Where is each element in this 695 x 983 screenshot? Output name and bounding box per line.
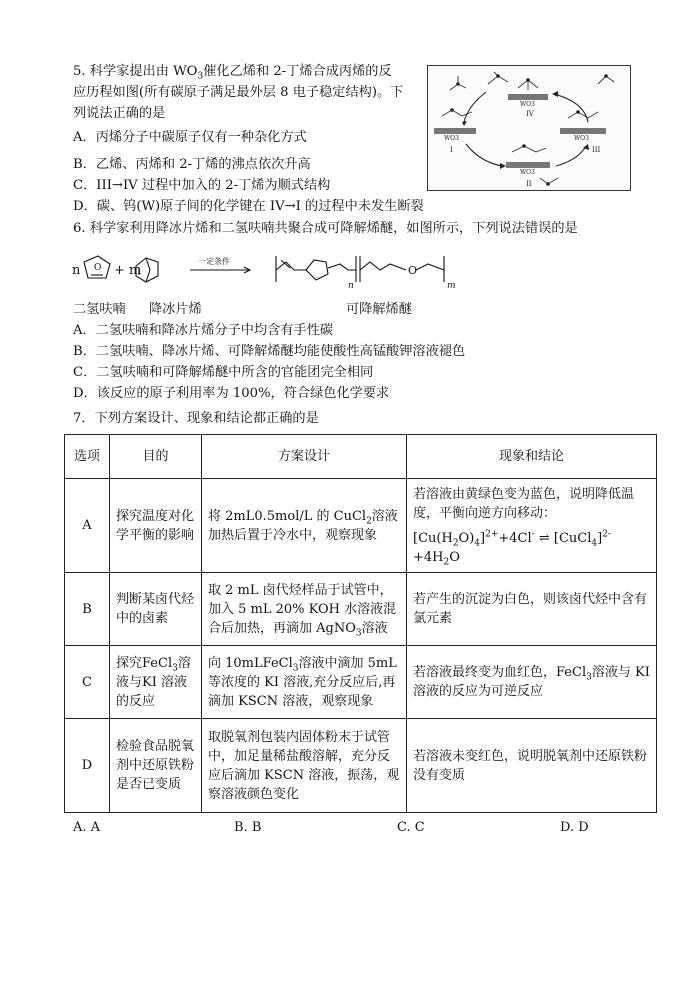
label-norbornene: 降冰片烯 [149,302,202,317]
q5-option-d: D．碳、钨(W)原子间的化学键在 IV→I 的过程中未发生断裂 [73,199,424,214]
row-purpose: 探究FeCl$_3$溶液与KI 溶液的反应 [110,646,202,719]
row-result: 若产生的沉淀为白色，则该卤代烃中含有氯元素 [407,573,657,646]
svg-text:一定条件: 一定条件 [198,257,230,266]
header-result: 现象和结论 [407,435,657,479]
q7-choice-c: C. C [397,820,425,835]
q5-option-a: A．丙烯分子中碳原子仅有一种杂化方式 [73,130,307,145]
row-option: B [65,573,110,646]
svg-text:O: O [408,264,418,277]
svg-text:WO3: WO3 [520,101,535,108]
q5-option-c: C．III→IV 过程中加入的 2-丁烯为顺式结构 [73,178,331,193]
catalytic-cycle-diagram [427,65,631,191]
label-degradable-polymer: 可降解烯醚 [346,302,412,317]
q6-option-d: D．该反应的原子利用率为 100%，符合绿色化学要求 [73,386,390,401]
equilibrium-equation: $[Cu(H_2O)_4]^{2+}+4Cl^-$ ⇌ [CuCl$_4$]$^{2-}$ $+4H_2O$ [413,529,611,568]
header-purpose: 目的 [110,435,202,479]
table-header-row [65,435,657,479]
svg-text:WO3: WO3 [520,169,535,176]
svg-text:O: O [94,263,102,273]
svg-text:+ m: + m [114,263,142,278]
svg-text:WO3: WO3 [444,135,459,142]
svg-text:n: n [72,263,81,278]
table-row [65,479,657,573]
svg-text:IV: IV [526,110,534,118]
q7-choice-d: D. D [560,820,589,835]
row-result: 若溶液最终变为血红色，FeCl$_3$溶液与 KI 溶液的反应为可逆反应 [407,646,657,719]
row-purpose: 检验食品脱氧剂中还原铁粉是否已变质 [110,719,202,813]
svg-text:n: n [348,281,354,291]
q6-option-c: C．二氢呋喃和可降解烯醚中所含的官能团完全相同 [73,365,374,380]
table-row [65,719,657,813]
row-option: D [65,719,110,813]
q6-option-a: A．二氢呋喃和降冰片烯分子中均含有手性碳 [73,323,334,338]
q7-choice-a: A. A [73,820,101,835]
svg-text:II: II [526,180,532,188]
row-purpose: 探究温度对化学平衡的影响 [110,479,202,573]
row-option: C [65,646,110,719]
q7-choice-b: B. B [234,820,262,835]
row-result: 若溶液由黄绿色变为蓝色，说明降低温度，平衡向逆方向移动： $[Cu(H_2O)_4]^{2+}+4Cl^-$ ⇌ [CuCl$_4$]$^{2-}$ $+4H_2O$ [407,479,657,573]
q5-stem-line2: 应历程如图(所有碳原子满足最外层 8 电子稳定结构)。下 [73,85,404,100]
svg-text:m: m [447,281,456,291]
q5-option-b: B．乙烯、丙烯和 2-丁烯的沸点依次升高 [73,157,311,172]
svg-text:III: III [592,146,601,154]
row-result: 若溶液未变红色，说明脱氧剂中还原铁粉没有变质 [407,719,657,813]
table-row [65,573,657,646]
header-option: 选项 [65,435,110,479]
row-plan: 取脱氧剂包装内固体粉末于试管中，加足量稀盐酸溶解，充分反应后滴加 KSCN 溶液，振荡，观察溶液颜色变化 [202,719,407,813]
q6-option-b: B．二氢呋喃、降冰片烯、可降解烯醚均能使酸性高锰酸钾溶液褪色 [73,344,466,359]
q5-stem-line1: 5. 科学家提出由 $WO_3$催化乙烯和 2-丁烯合成丙烯的反 [73,64,392,82]
row-plan: 取 2 mL 卤代烃样品于试管中，加入 5 mL 20% KOH 水溶液混合后加热，再滴加 AgNO$_3$溶液 [202,573,407,646]
svg-text:I: I [450,146,453,154]
svg-text:WO3: WO3 [574,135,589,142]
table-row [65,646,657,719]
q5-stem-line3: 列说法正确的是 [73,106,166,121]
experiment-table [64,434,657,813]
row-purpose: 判断某卤代烃中的卤素 [110,573,202,646]
row-option: A [65,479,110,573]
header-plan: 方案设计 [202,435,407,479]
row-plan: 将 2mL0.5mol/L 的 CuCl$_2$溶液加热后置于冷水中，观察现象 [202,479,407,573]
label-dihydrofuran: 二氢呋喃 [73,302,126,317]
row-plan: 向 10mLFeCl$_3$溶液中滴加 5mL 等浓度的 KI 溶液,充分反应后,再滴加 KSCN 溶液，观察现象 [202,646,407,719]
q6-stem: 6. 科学家利用降冰片烯和二氢呋喃共聚合成可降解烯醚，如图所示，下列说法错误的是 [73,221,578,236]
q7-stem: 7．下列方案设计、现象和结论都正确的是 [73,411,319,426]
copolymerization-reaction-scheme [72,248,472,296]
